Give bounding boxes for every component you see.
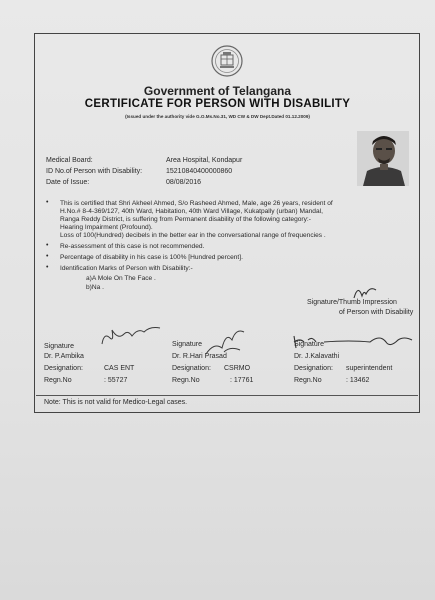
regn-label: Regn.No [44, 377, 72, 384]
bullet-icon: • [46, 242, 49, 249]
date-of-issue-value: 08/08/2016 [166, 179, 202, 186]
regn-label: Regn.No [294, 377, 322, 384]
note-divider [36, 395, 418, 396]
signature-label: Signature [172, 341, 202, 348]
certification-line: Ranga Reddy District, is suffering from Permanent disability of the following category:- [60, 216, 311, 223]
reassessment-text: Re-assessment of this case is not recommended. [60, 243, 205, 250]
regn-value: : 13462 [346, 377, 370, 384]
disability-percentage: Percentage of disability in his case is 100% [Hundred percent]. [60, 254, 243, 261]
id-number-label: ID No.of Person with Disability: [46, 168, 143, 175]
ambika-signature-icon [98, 322, 164, 348]
id-number-value: 15210840400000860 [166, 168, 233, 175]
designation-label: Designation: [44, 365, 83, 372]
certification-line: This is certified that Shri Akheel Ahmed, S/o Rasheed Ahmed, Male, age 26 years, resident of [60, 200, 333, 207]
thumb-impression-label: Signature/Thumb Impression [307, 299, 397, 306]
person-photo [357, 131, 409, 186]
regn-label: Regn.No [172, 377, 200, 384]
medico-legal-note: Note: This is not valid for Medico-Legal cases. [44, 399, 188, 406]
government-name: Government of Telangana [143, 84, 292, 98]
identification-title: Identification Marks of Person with Disability:- [60, 265, 193, 272]
issuing-authority: (Issued under the authority vide G.O.Ms.No.31, WD CW & DW Dept.Dated 01.12.2009) [125, 114, 310, 119]
designation-value: CAS ENT [104, 365, 135, 372]
certification-line: Loss of 100(Hundred) decibels in the better ear in the conversational range of frequencies . [60, 232, 326, 239]
certification-line: H.No.# 8-4-369/127, 40th Ward, Habitation, 40th Ward Village, Kukatpally (urban) Mandal, [60, 208, 323, 215]
identification-mark: a)A Mole On The Face . [86, 275, 156, 282]
bullet-icon: • [46, 264, 49, 271]
signatory-name: Dr. R.Hari Prasad [172, 353, 227, 360]
signature-label: Signature [44, 343, 74, 350]
regn-value: : 17761 [230, 377, 254, 384]
designation-label: Designation: [172, 365, 211, 372]
telangana-emblem-icon [211, 45, 243, 77]
certificate-title: CERTIFICATE FOR PERSON WITH DISABILITY [84, 98, 351, 110]
bullet-icon: • [46, 253, 49, 260]
kalavathi-signature-icon [290, 328, 418, 352]
certification-line: Hearing Impairment (Profound). [60, 224, 153, 231]
date-of-issue-label: Date of Issue: [46, 179, 90, 186]
medical-board-value: Area Hospital, Kondapur [166, 157, 243, 164]
bullet-icon: • [46, 199, 49, 206]
designation-value: superintendent [346, 365, 393, 372]
designation-label: Designation: [294, 365, 333, 372]
identification-mark: b)Na . [86, 284, 104, 291]
signatory-name: Dr. P.Ambika [44, 353, 84, 360]
regn-value: : 55727 [104, 377, 128, 384]
designation-value: CSRMO [224, 365, 251, 372]
signature-label: Signature [294, 341, 324, 348]
thumb-impression-label-2: of Person with Disability [339, 309, 414, 316]
medical-board-label: Medical Board: [46, 157, 93, 164]
signatory-name: Dr. J.Kalavathi [294, 353, 340, 360]
